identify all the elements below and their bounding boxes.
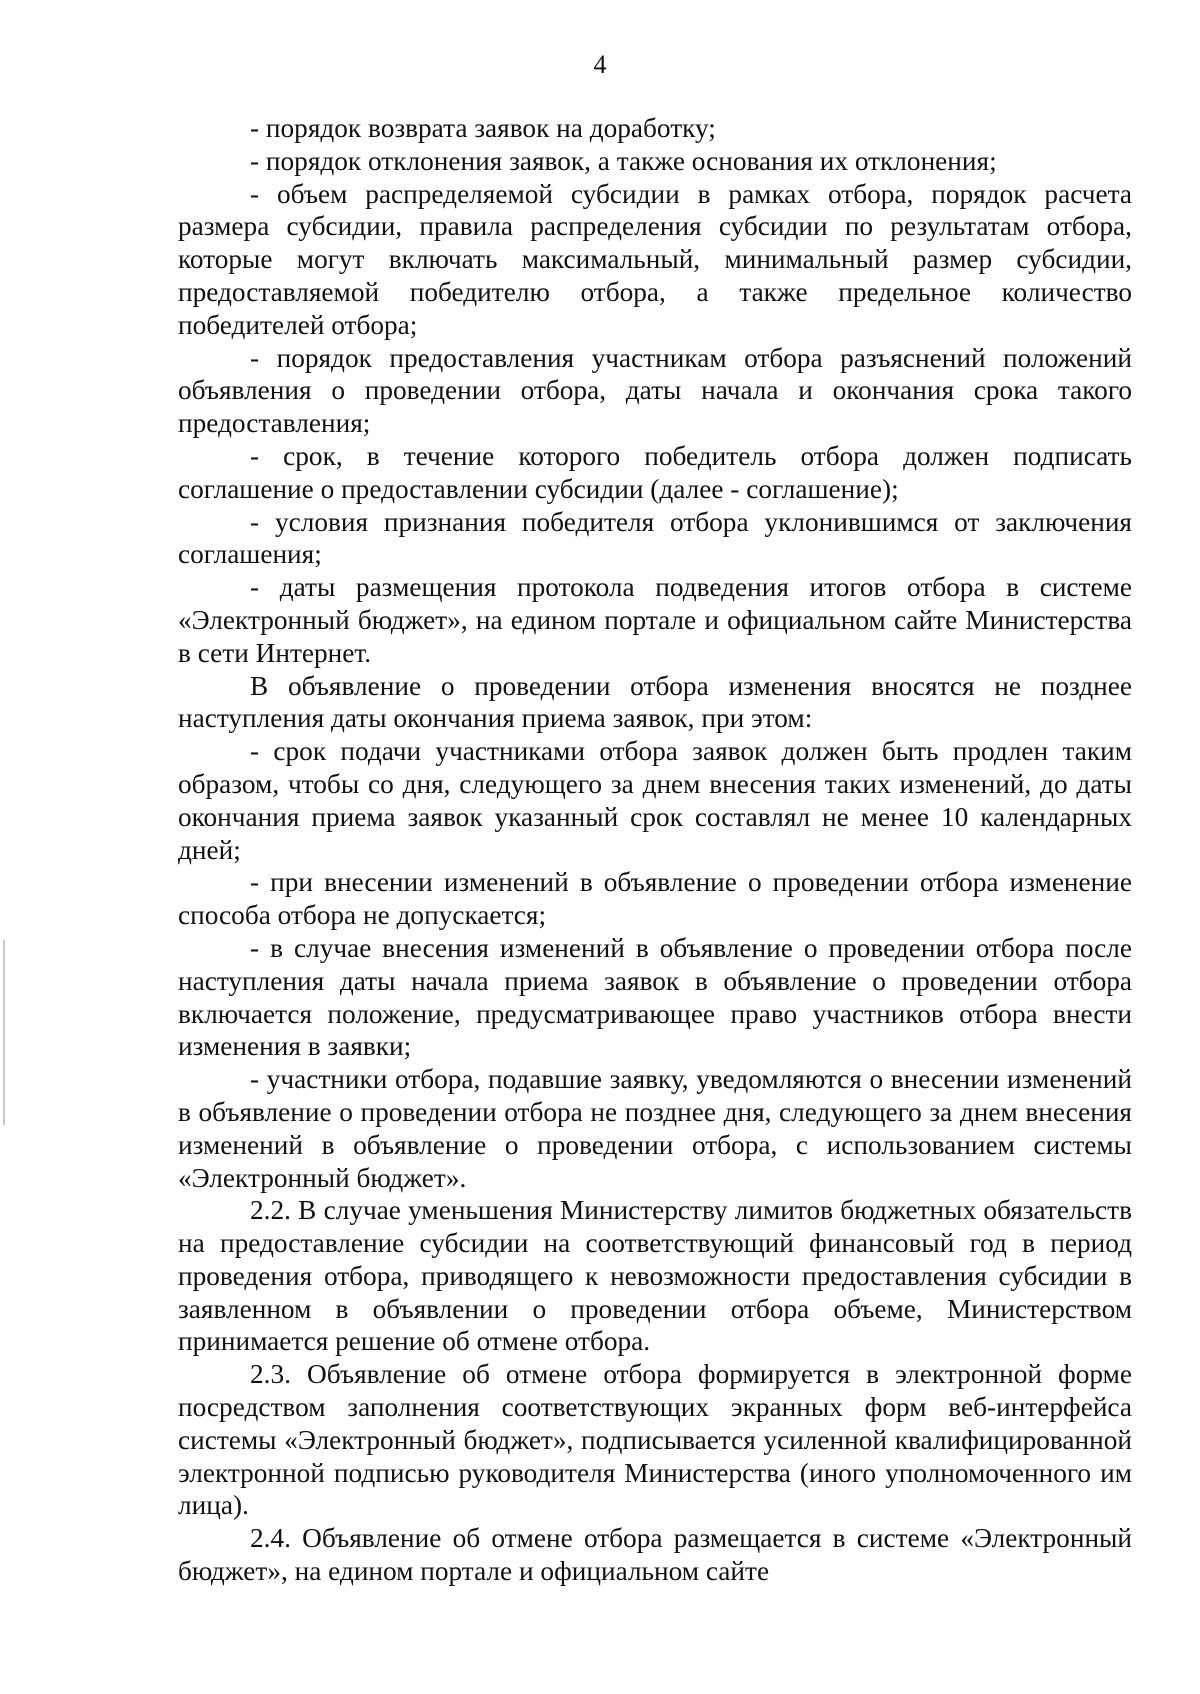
document-body <box>178 112 1132 1588</box>
paragraph-13: 2.2. В случае уменьшения Министерству лимитов бюджетных обязательств на предоставление субсидии на соответствующий финансовый год в период проведения отбора, приводящего к невозможности предоставления субсидии в заявленном в объявлении о проведении отбора объеме, Министерством принимается решение об отмене отбора. <box>178 1195 1132 1357</box>
paragraph-3: - объем распределяемой субсидии в рамках отбора, порядок расчета размера субсидии, правила распределения субсидии по результатам отбора, которые могут включать максимальный, минимальный размер субсидии, предоставляемой победителю отбора, а также предельное количество победителей отбора; <box>178 178 1132 340</box>
paragraph-10: - при внесении изменений в объявление о проведении отбора изменение способа отбора не допускается; <box>178 867 1132 931</box>
page-number: 4 <box>593 50 607 79</box>
paragraph-4: - порядок предоставления участникам отбора разъяснений положений объявления о проведении отбора, даты начала и окончания срока такого предоставления; <box>178 342 1132 439</box>
paragraph-7: - даты размещения протокола подведения итогов отбора в системе «Электронный бюджет», на едином портале и официальном сайте Министерства в сети Интернет. <box>178 572 1132 668</box>
paragraph-15: 2.4. Объявление об отмене отбора размещается в системе «Электронный бюджет», на едином портале и официальном сайте <box>178 1523 1132 1587</box>
paragraph-14: 2.3. Объявление об отмене отбора формируется в электронной форме посредством заполнения соответствующих экранных форм веб-интерфейса системы «Электронный бюджет», подписывается усиленной квалифицированной электронной подписью руководителя Министерства (иного уполномоченного им лица). <box>178 1359 1132 1521</box>
scan-edge-mark <box>3 940 5 1125</box>
paragraph-9: - срок подачи участниками отбора заявок должен быть продлен таким образом, чтобы со дня, следующего за днем внесения таких изменений, до даты окончания приема заявок указанный срок составлял не менее 10 календарных дней; <box>178 736 1132 865</box>
paragraph-2: - порядок отклонения заявок, а также основания их отклонения; <box>250 145 997 176</box>
paragraph-1: - порядок возврата заявок на доработку; <box>250 113 716 143</box>
paragraph-6: - условия признания победителя отбора уклонившимся от заключения соглашения; <box>178 506 1132 570</box>
paragraph-8: В объявление о проведении отбора изменения вносятся не позднее наступления даты окончания приема заявок, при этом: <box>178 670 1132 734</box>
paragraph-12: - участники отбора, подавшие заявку, уведомляются о внесении изменений в объявление о проведении отбора не позднее дня, следующего за днем внесения изменений в объявление о проведении отбора, с использованием системы «Электронный бюджет». <box>178 1064 1132 1193</box>
paragraph-5: - срок, в течение которого победитель отбора должен подписать соглашение о предоставлении субсидии (далее - соглашение); <box>178 440 1132 504</box>
paragraph-11: - в случае внесения изменений в объявление о проведении отбора после наступления даты начала приема заявок в объявление о проведении отбора включается положение, предусматривающее право участников отбора внести изменения в заявки; <box>178 932 1132 1062</box>
